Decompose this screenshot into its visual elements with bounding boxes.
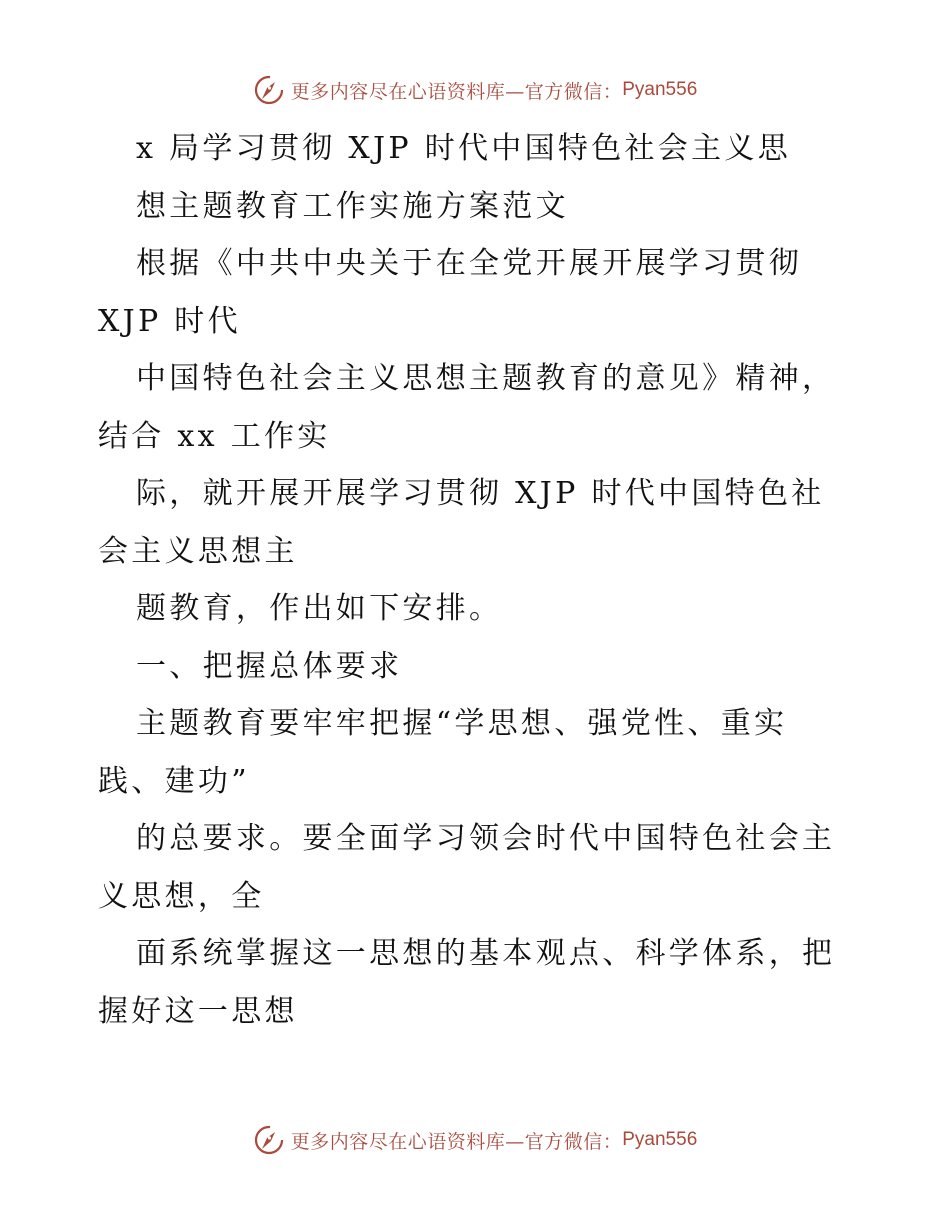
footer-banner [0, 1120, 950, 1160]
text-line: 根据《中共中央关于在全党开展开展学习贯彻 [136, 246, 802, 281]
document-body [98, 120, 858, 1040]
banner-text: 更多内容尽在心语资料库—官方微信： [290, 1130, 623, 1153]
banner-text: 更多内容尽在心语资料库—官方微信： [290, 80, 623, 103]
text-line: x 局学习贯彻 XJP 时代中国特色社会主义思 [136, 131, 791, 166]
banner-wechat-id: Pyan556 [622, 1129, 698, 1150]
text-line: 一、把握总体要求 [136, 648, 403, 684]
text-line: 际，就开展开展学习贯彻 XJP 时代中国特色社 [136, 476, 825, 511]
text-line: 握好这一思想 [98, 993, 298, 1029]
text-line: 的总要求。要全面学习领会时代中国特色社会主 [136, 821, 836, 856]
text-line: 践、建功” [98, 763, 250, 799]
pen-nib-logo-icon [253, 1124, 285, 1156]
pen-nib-logo-icon [253, 74, 285, 106]
text-line: 题教育，作出如下安排。 [136, 591, 503, 626]
text-line: 义思想，全 [98, 878, 265, 914]
text-line: 主题教育要牢牢把握“学思想、强党性、重实 [136, 706, 788, 741]
text-line: 面系统掌握这一思想的基本观点、科学体系，把 [136, 936, 836, 971]
text-line: 想主题教育工作实施方案范文 [136, 188, 569, 224]
banner-wechat-id: Pyan556 [622, 79, 698, 100]
header-banner [0, 70, 950, 110]
text-line: 中国特色社会主义思想主题教育的意见》精神， [136, 361, 836, 396]
text-line: 会主义思想主 [98, 533, 298, 569]
text-line: XJP 时代 [98, 303, 241, 339]
text-line: 结合 xx 工作实 [98, 418, 331, 454]
